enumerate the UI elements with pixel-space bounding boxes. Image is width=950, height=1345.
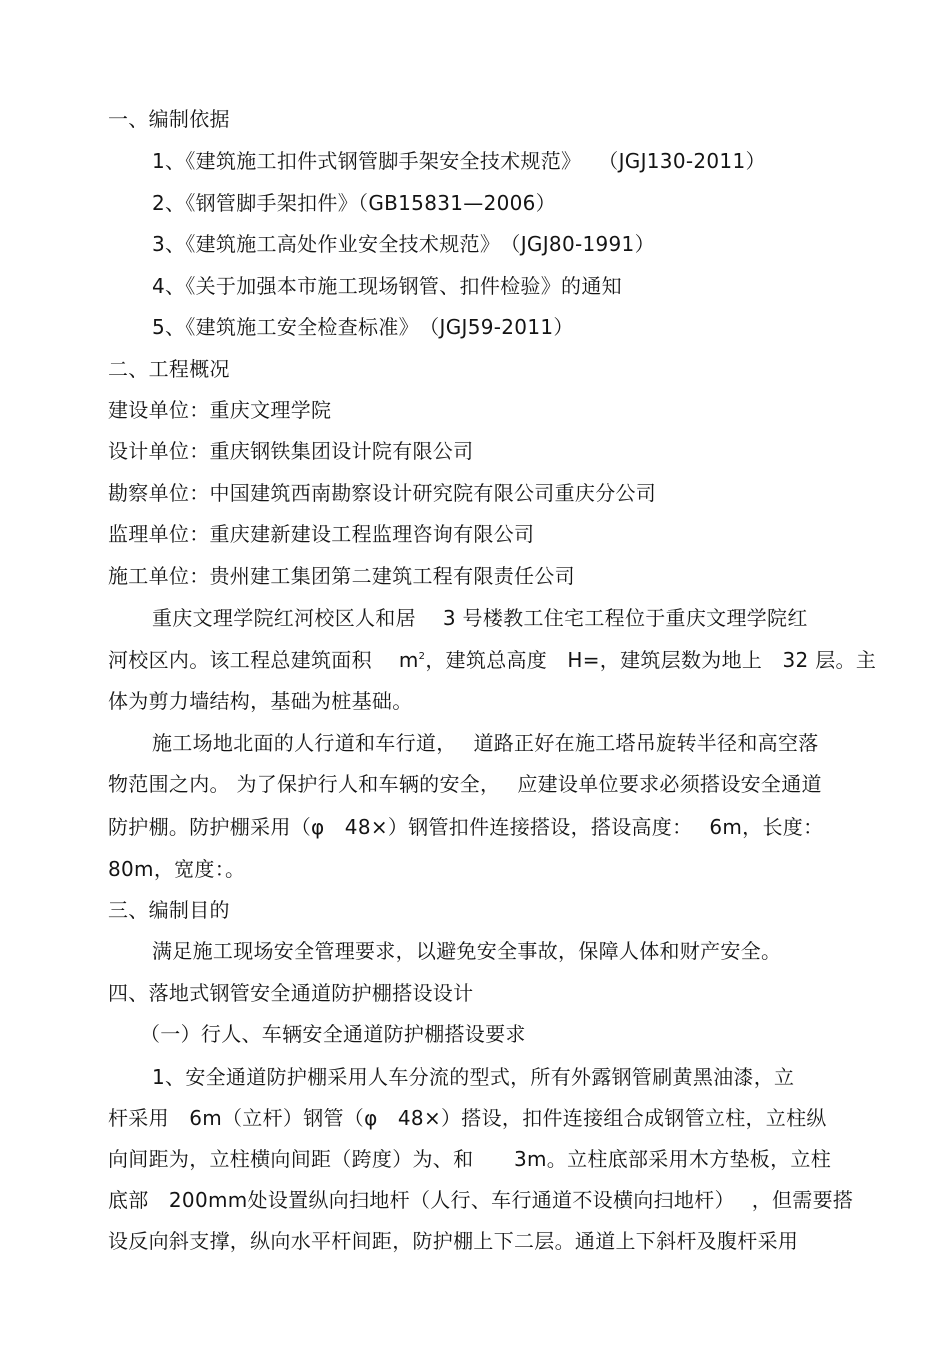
purpose-paragraph: 满足施工现场安全管理要求，以避免安全事故，保障人体和财产安全。: [152, 939, 782, 963]
reference-item-4: 4、《关于加强本市施工现场钢管、扣件检验》的通知: [152, 274, 622, 298]
overview-height-text: ，建筑总高度 H=，建筑层数为地上 32 层。主: [425, 648, 877, 672]
unit-contractor: 施工单位：贵州建工集团第二建筑工程有限责任公司: [108, 564, 575, 588]
section-3-heading: 三、编制目的: [108, 898, 230, 922]
requirement-paragraph-line-3: 向间距为，立柱横向间距（跨度）为、和 3m。立柱底部采用木方垫板，立柱: [108, 1147, 832, 1171]
requirement-paragraph-line-2: 杆采用 6m（立杆）钢管（φ 48×）搭设，扣件连接组合成钢管立柱，立柱纵: [108, 1106, 827, 1130]
section-4-heading: 四、落地式钢管安全通道防护棚搭设设计: [108, 981, 474, 1005]
reference-item-5: 5、《建筑施工安全检查标准》 （JGJ59-2011）: [152, 315, 574, 339]
requirement-paragraph-line-5: 设反向斜支撑，纵向水平杆间距，防护棚上下二层。通道上下斜杆及腹杆采用: [108, 1229, 799, 1253]
section-1-heading: 一、编制依据: [108, 107, 230, 131]
square-superscript: 2: [418, 651, 426, 662]
site-paragraph-line-4: 80m，宽度：。: [108, 857, 246, 881]
subsection-1-heading: （一）行人、车辆安全通道防护棚搭设要求: [140, 1022, 526, 1046]
overview-area-text: 河校区内。该工程总建筑面积 m: [108, 648, 419, 672]
section-2-heading: 二、工程概况: [108, 357, 230, 381]
unit-design: 设计单位：重庆钢铁集团设计院有限公司: [108, 439, 474, 463]
unit-supervision: 监理单位：重庆建新建设工程监理咨询有限公司: [108, 522, 535, 546]
overview-paragraph-line-1: 重庆文理学院红河校区人和居 3 号楼教工住宅工程位于重庆文理学院红: [152, 606, 808, 630]
requirement-paragraph-line-1: 1、安全通道防护棚采用人车分流的型式，所有外露钢管刷黄黑油漆，立: [152, 1065, 795, 1089]
unit-survey: 勘察单位：中国建筑西南勘察设计研究院有限公司重庆分公司: [108, 481, 657, 505]
requirement-paragraph-line-4: 底部 200mm处设置纵向扫地杆（人行、车行通道不设横向扫地杆） ，但需要搭: [108, 1188, 854, 1212]
unit-construction-owner: 建设单位：重庆文理学院: [108, 398, 332, 422]
reference-item-1: 1、《建筑施工扣件式钢管脚手架安全技术规范》 （JGJ130-2011）: [152, 149, 766, 173]
site-paragraph-line-2: 物范围之内。 为了保护行人和车辆的安全， 应建设单位要求必须搭设安全通道: [108, 772, 822, 796]
site-paragraph-line-1: 施工场地北面的人行道和车行道， 道路正好在施工塔吊旋转半径和高空落: [152, 731, 819, 755]
reference-item-3: 3、《建筑施工高处作业安全技术规范》 （JGJ80-1991）: [152, 232, 655, 256]
site-paragraph-line-3: 防护棚。防护棚采用（φ 48×）钢管扣件连接搭设，搭设高度： 6m，长度：: [108, 815, 824, 839]
overview-paragraph-line-2: [108, 647, 876, 673]
overview-paragraph-line-3: 体为剪力墙结构，基础为桩基础。: [108, 689, 413, 713]
reference-item-2: 2、《钢管脚手架扣件》（GB15831—2006）: [152, 191, 556, 215]
